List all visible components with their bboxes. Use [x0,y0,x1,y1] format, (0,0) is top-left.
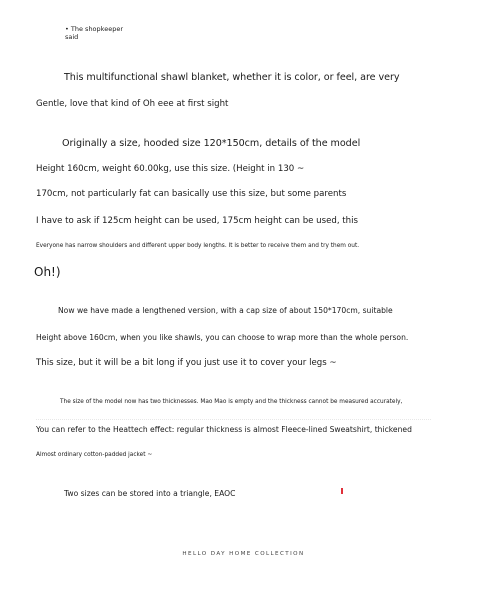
shopkeeper-note-line-2: said [65,33,79,41]
paragraph-2-line-1: Originally a size, hooded size 120*150cm, details of the model [62,138,361,149]
paragraph-2-line-4: I have to ask if 125cm height can be used, 175cm height can be used, this [36,216,358,226]
paragraph-4-line-3: Almost ordinary cotton-padded jacket ~ [36,452,153,458]
paragraph-1-line-2: Gentle, love that kind of Oh eee at first sight [36,99,229,109]
paragraph-3-line-3: This size, but it will be a bit long if you just use it to cover your legs ~ [36,358,337,368]
paragraph-2-line-6: Oh!) [34,265,61,279]
paragraph-2-line-5: Everyone has narrow shoulders and different upper body lengths. It is better to receive them and try them out. [36,243,360,249]
paragraph-1-line-1: This multifunctional shawl blanket, whether it is color, or feel, are very [64,72,400,83]
footer-brand: HELLO DAY HOME COLLECTION [182,551,305,557]
paragraph-4-line-2: You can refer to the Heattech effect: regular thickness is almost Fleece-lined Sweatshirt, thickened [36,425,412,434]
paragraph-3-line-1: Now we have made a lengthened version, with a cap size of about 150*170cm, suitable [58,306,393,315]
shopkeeper-note [65,25,123,41]
paragraph-2-line-2: Height 160cm, weight 60.00kg, use this size. (Height in 130 ~ [36,164,305,174]
paragraph-4-line-1: The size of the model now has two thicknesses. Mao Mao is empty and the thickness cannot be measured accurately, [60,399,403,405]
paragraph-3-line-2: Height above 160cm, when you like shawls, you can choose to wrap more than the whole person. [36,333,409,342]
shopkeeper-note-line-1: • The shopkeeper [65,25,123,33]
red-tick-mark [341,488,343,494]
paragraph-2-line-3: 170cm, not particularly fat can basically use this size, but some parents [36,189,347,199]
paragraph-5-line-1: Two sizes can be stored into a triangle, EAOC [64,489,236,498]
